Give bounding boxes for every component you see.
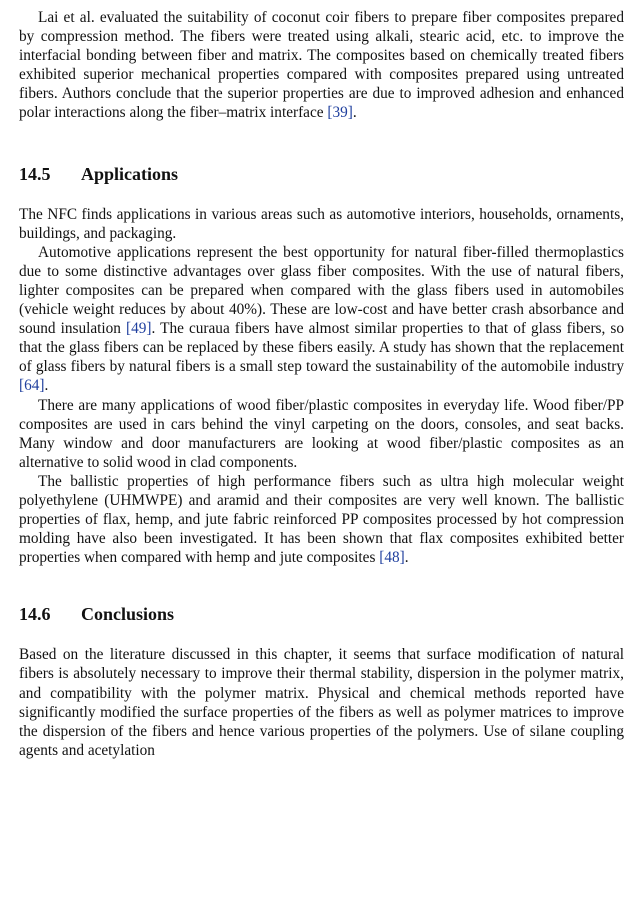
citation-link[interactable]: [64] — [19, 377, 45, 395]
paragraph-conclusions: Based on the literature discussed in this chapter, it seems that surface modification of natural fibers is absolutely necessary to improve their thermal stability, dispersion in the polymer matrix, and compatibility with the polymer matrix. Physical and chemical methods reported have significantly modified the surface properties of the fibers as well as polymer matrices to improve the dispersion of the fibers and hence various properties of the polymers. Use of silane coupling agents and acetylation — [19, 646, 624, 759]
section-gap — [19, 123, 624, 163]
section-gap — [19, 567, 624, 603]
paragraph-automotive — [19, 243, 624, 396]
paragraph-wood-fiber: There are many applications of wood fiber/plastic composites in everyday life. Wood fiber/PP composites are used in cars behind the vinyl carpeting on the doors, consoles, and seat backs. Many window and door manufacturers are looking at wood fiber/plastic composites as an alternative to solid wood in clad components. — [19, 396, 624, 471]
paragraph-nfc-applications: The NFC finds applications in various areas such as automotive interiors, households, ornaments, buildings, and packaging. — [19, 205, 624, 242]
paragraph-text: . The curaua fibers have almost similar properties to that of glass fibers, so that the glass fibers can be replaced by these fibers easily. A study has shown that the replacement of glass fibers by natural fibers is a small step toward the sustainability of the automobile industry — [19, 320, 625, 376]
paragraph-text: . — [404, 549, 409, 567]
section-number: 14.6 — [19, 604, 51, 625]
paragraph-ballistic — [19, 472, 624, 567]
paragraph-lai-et-al — [19, 8, 624, 123]
paragraph-text: . — [44, 377, 49, 395]
section-heading-conclusions — [19, 603, 624, 625]
heading-gap — [19, 625, 624, 645]
paragraph-text: Automotive applications represent the best opportunity for natural fiber-filled thermoplastics due to some distinctive advantages over glass fiber composites. With the use of natural fibers, lighter composites can be prepared when compared with the glass fibers used in automobiles (vehicle weight reduces by about 40%). These are low-cost and have better crash absorbance and sound insulation — [19, 243, 624, 338]
citation-link[interactable]: [39] — [327, 104, 353, 122]
section-number: 14.5 — [19, 163, 51, 184]
section-title: Applications — [81, 163, 179, 184]
citation-link[interactable]: [49] — [126, 320, 152, 338]
paragraph-text: . — [352, 104, 357, 122]
paragraph-text: Lai et al. evaluated the suitability of coconut coir fibers to prepare fiber composites prepared by compression method. The fibers were treated using alkali, stearic acid, etc. to improve the interfacial bonding between fiber and matrix. The composites based on chemically treated fibers exhibited superior mechanical properties compared with composites prepared using untreated fibers. Authors conclude that the superior properties are due to improved adhesion and enhanced polar interactions along the fiber–matrix interface — [19, 9, 624, 122]
citation-link[interactable]: [48] — [379, 549, 405, 567]
section-heading-applications — [19, 163, 624, 185]
paragraph-text: The ballistic properties of high performance fibers such as ultra high molecular weight polyethylene (UHMWPE) and aramid and their composites are very well known. The ballistic properties of flax, hemp, and jute fabric reinforced PP composites processed by hot compression molding have also been investigated. It has been shown that flax composites exhibited better properties when compared with hemp and jute composites — [19, 472, 624, 567]
section-title: Conclusions — [81, 604, 175, 625]
heading-gap — [19, 185, 624, 205]
